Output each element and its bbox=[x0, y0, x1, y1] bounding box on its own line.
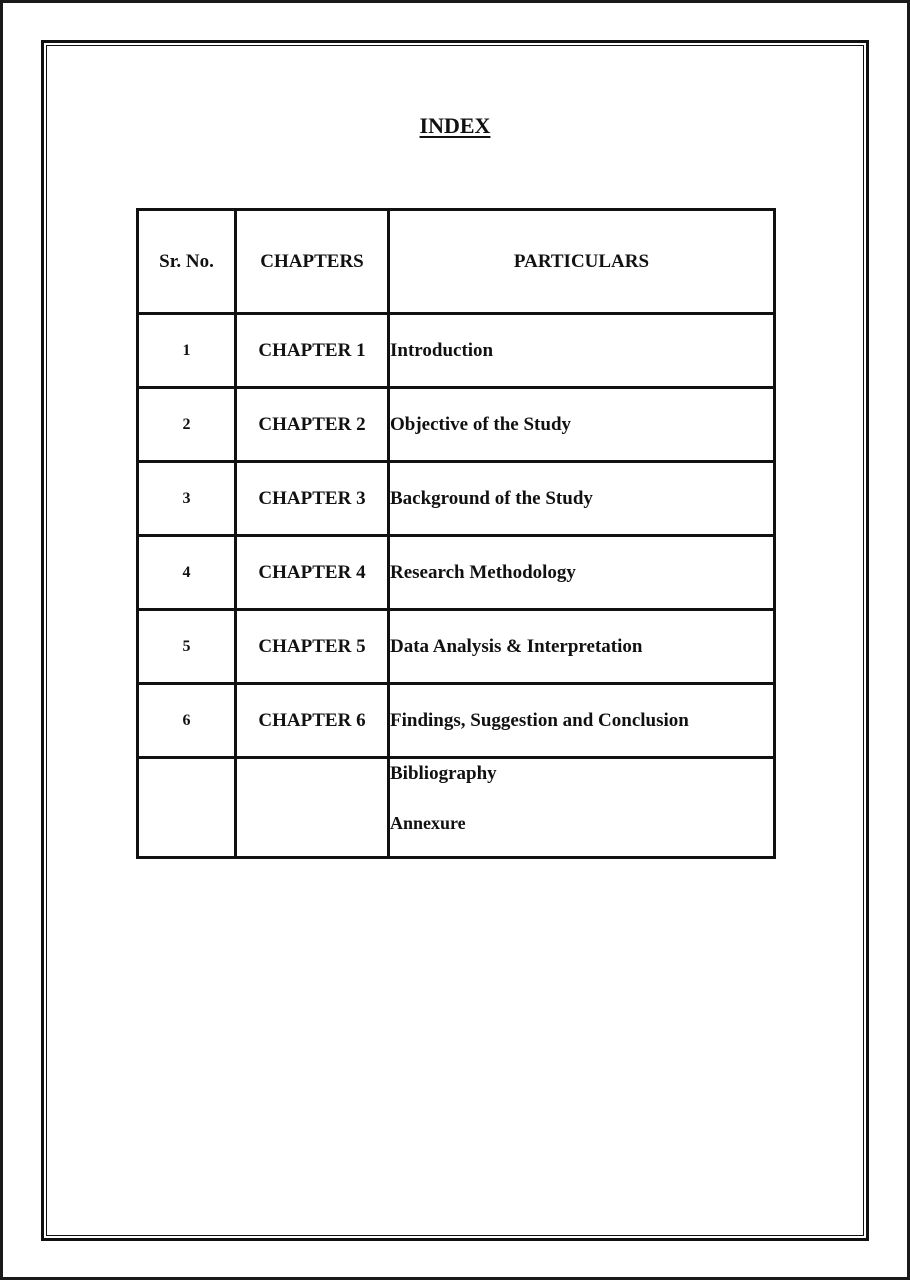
chapter-cell-empty bbox=[236, 758, 389, 858]
index-table bbox=[136, 208, 776, 859]
table-row bbox=[138, 388, 775, 462]
table-row bbox=[138, 462, 775, 536]
table-header-row bbox=[138, 210, 775, 314]
chapter-cell: CHAPTER 3 bbox=[236, 462, 389, 536]
bibliography-label: Bibliography bbox=[390, 763, 497, 784]
chapter-cell: CHAPTER 5 bbox=[236, 610, 389, 684]
sr-no-cell: 4 bbox=[138, 536, 236, 610]
chapter-cell: CHAPTER 2 bbox=[236, 388, 389, 462]
table-row bbox=[138, 610, 775, 684]
header-sr-no: Sr. No. bbox=[138, 210, 236, 314]
particular-cell: Background of the Study bbox=[389, 462, 775, 536]
particular-cell: Findings, Suggestion and Conclusion bbox=[389, 684, 775, 758]
particular-cell: Objective of the Study bbox=[389, 388, 775, 462]
particular-cell: Research Methodology bbox=[389, 536, 775, 610]
sr-no-cell: 3 bbox=[138, 462, 236, 536]
header-chapters: CHAPTERS bbox=[236, 210, 389, 314]
page-title: INDEX bbox=[419, 113, 491, 138]
sr-no-cell: 6 bbox=[138, 684, 236, 758]
sr-no-cell: 1 bbox=[138, 314, 236, 388]
table-row bbox=[138, 314, 775, 388]
extras-cell bbox=[389, 758, 775, 858]
annexure-label: Annexure bbox=[390, 813, 466, 833]
table-row-extras bbox=[138, 758, 775, 858]
chapter-cell: CHAPTER 6 bbox=[236, 684, 389, 758]
header-particulars: PARTICULARS bbox=[389, 210, 775, 314]
table-row bbox=[138, 536, 775, 610]
chapter-cell: CHAPTER 1 bbox=[236, 314, 389, 388]
chapter-cell: CHAPTER 4 bbox=[236, 536, 389, 610]
sr-no-cell: 2 bbox=[138, 388, 236, 462]
table-row bbox=[138, 684, 775, 758]
particular-cell: Data Analysis & Interpretation bbox=[389, 610, 775, 684]
particular-cell: Introduction bbox=[389, 314, 775, 388]
sr-no-cell-empty bbox=[138, 758, 236, 858]
sr-no-cell: 5 bbox=[138, 610, 236, 684]
